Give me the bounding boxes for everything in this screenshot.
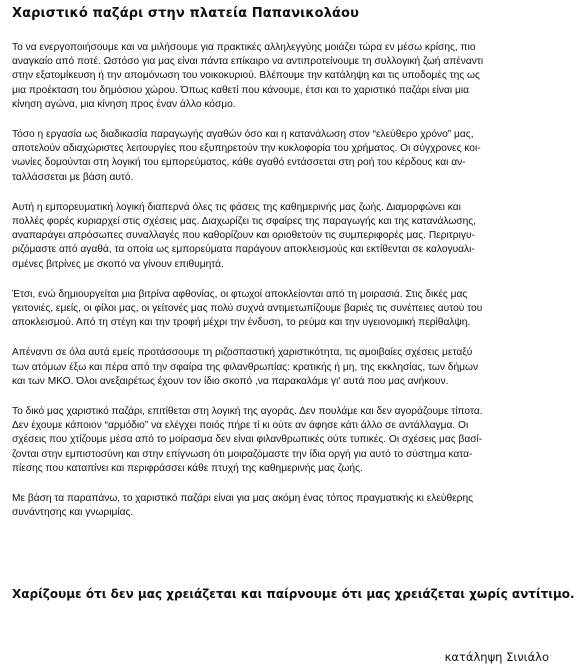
paragraph-4: Έτσι, ενώ δημιουργείται μια βιτρίνα αφθονίας, οι φτωχοί αποκλείονται από τη μοιρασιά. Στις δικές μας γειτονιές, εμείς, οι φίλοι μας, οι γείτονές μας πολύ συχνά αντιμετωπίζουμε βαριές τις συνέπειες αυτού του αποκλεισμού. Από τη στέγη και την τροφή μέχρι την ένδυση, το ρεύμα και την υγειονομική περίθαλψη. bbox=[12, 288, 483, 329]
document-title: Χαριστικό παζάρι στην πλατεία Παπανικολάου bbox=[12, 6, 359, 21]
paragraph-2: Τόσο η εργασία ως διαδικασία παραγωγής αγαθών όσο και η κατανάλωση στον “ελεύθερο χρόνο” μας, αποτελούν αδιαχώριστες λειτουργίες που εξυπηρετούν την κυκλοφορία του χρήματος. Οι σύγχρονες κοι- νωνίες δομούνται στη λογική του εμπορεύματος, κάθε αγαθό εντάσσεται στη ροή του κέρδους και αν- ταλλάσσεται με βάση αυτό. bbox=[12, 129, 481, 183]
paragraph-3: Αυτή η εμπορευματική λογική διαπερνά όλες τις φάσεις της καθημερινής μας ζωής. Διαμορφώνει και πολλές φορές κυριαρχεί στις σχέσεις μας. Διαχωρίζει τις σφαίρες της παραγωγής και της κατανάλωσης, αναπαράγει απρόσωπες συναλλαγές που καθορίζουν και οριοθετούν τις συμπεριφορές μας. Περιτριγυ- ριζόμαστε από αγαθά, τα οποία ως εμπορεύματα παράγουν αποκλεισμούς και εκτίθενται σε καλογυαλι- σμένες βιτρίνες με σκοπό να γίνουν επιθυμητά. bbox=[12, 201, 476, 270]
closing-statement: Χαρίζουμε ότι δεν μας χρειάζεται και παίρνουμε ότι μας χρειάζεται χωρίς αντίτιμο. bbox=[12, 587, 575, 601]
paragraph-5: Απέναντι σε όλα αυτά εμείς προτάσσουμε τη ριζοσπαστική χαριστικότητα, τις αμοιβαίες σχέσεις μεταξύ των ατόμων έξω και πέρα από την σφαίρα της φιλανθρωπίας: κρατικής ή μη, της εκκλησίας, των δήμων και των ΜΚΟ. Όλοι ανεξαιρέτως έχουν τον ίδιο σκοπό ,να παρακαλάμε γι' αυτά που μας ανήκουν. bbox=[12, 347, 479, 387]
paragraph-1: Το να ενεργοποιήσουμε και να μιλήσουμε για πρακτικές αλληλεγγύης μοιάζει τώρα εν μέσω κρίσης, πιο αναγκαίο από ποτέ. Ωστόσο για μας είναι πάντα επίκαιρο να αντιπροτείνουμε τη συλλογική ζωή απέναντι στην εξατομίκευση ή την απομόνωση του νοικοκυριού. Βλέπουμε την κατάληψη και τις υποδομές της ως μια προέκταση του δημόσιου χώρου. Όπως καθετί που κάνουμε, έτσι και το χαριστικό παζάρι είναι μια κίνηση αγώνα, μια κίνηση προς έναν άλλο κόσμο. bbox=[12, 42, 484, 110]
signature: κατάληψη Σινιάλο bbox=[444, 650, 549, 664]
paragraph-7: Με βάση τα παραπάνω, το χαριστικό παζάρι είναι για μας ακόμη ένας τόπος πραγματικής κι ελεύθερης συνάντησης και γνωριμίας. bbox=[12, 493, 474, 519]
document-body bbox=[12, 41, 560, 536]
paragraph-6: Το δικό μας χαριστικό παζάρι, επιτίθεται στη λογική της αγοράς. Δεν πουλάμε και δεν αγοράζουμε τίποτα. Δεν έχουμε κάποιον “αρμόδιο” να ελέγχει ποιός πήρε τί κι ούτε αν άφησε κάτι άλλο σε αντάλλαγμα. Οι σχέσεις που χτίζουμε μέσα από το μοίρασμα δεν είναι φιλανθρωπικές ούτε τυπικές. Οι σχέσεις μας βασί- ζονται στην εμπιστοσύνη και στην επίγνωση ότι μοιραζόμαστε την ίδια οργή για αυτό το σύστημα κατα- πίεσης που καταπίνει και περιφράσσει κάθε πτυχή της καθημερινής μας ζωής. bbox=[12, 406, 483, 474]
